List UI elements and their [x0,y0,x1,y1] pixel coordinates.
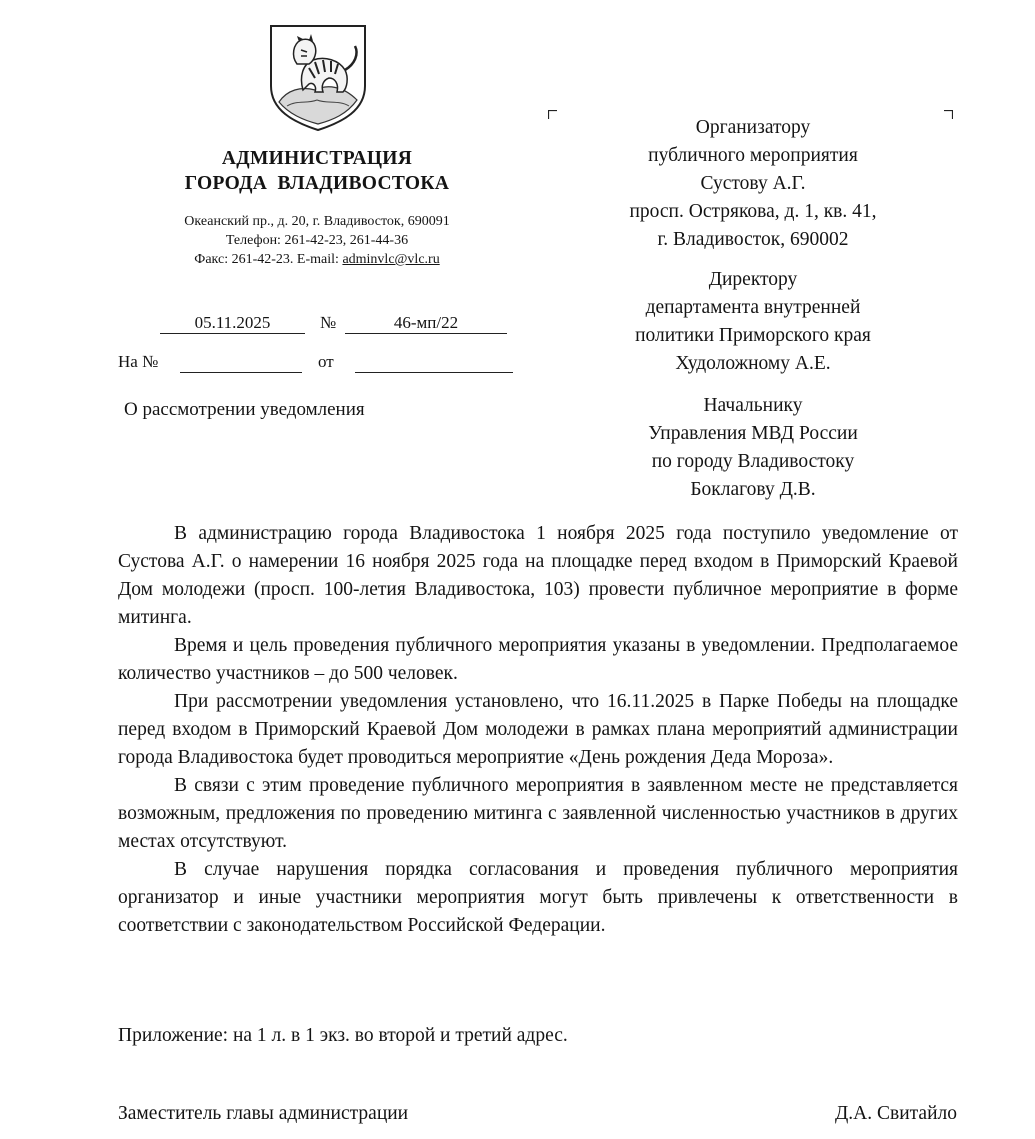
body-paragraph: В случае нарушения порядка согласования и проведения публичного мероприятия организатор и иные участники мероприятия могут быть привлечены к ответственности в соответствии с законодательством Российской Федерации. [118,859,958,936]
addressee-line: Начальнику [703,395,803,416]
ref-from-label: от [318,352,334,371]
addressee-line: публичного мероприятия [648,145,858,166]
org-address: Океанский пр., д. 20, г. Владивосток, 690091 [184,214,450,229]
org-fax: Факс: 261-42-23. E-mail: [194,252,343,267]
addressee-line: по городу Владивостоку [651,451,855,472]
addressee-line: политики Приморского края [635,325,871,346]
body-paragraph: В связи с этим проведение публичного мероприятия в заявленном месте не представляется возможным, предложения по проведению митинга с заявленной численностью участников в других местах отсутствуют. [118,775,958,852]
addressee-line: Боклагову Д.В. [690,479,816,500]
body-paragraph: Время и цель проведения публичного мероприятия указаны в уведомлении. Предполагаемое количество участников – до 500 человек. [118,635,958,684]
letter-body [118,520,958,940]
coat-of-arms-icon [263,20,373,132]
corner-bracket-left [548,110,557,119]
letter-number: 46-мп/22 [345,313,507,334]
addressee-line: департамента внутренней [645,297,861,318]
ref-number-field[interactable] [180,352,302,373]
addressee-line: г. Владивосток, 690002 [657,229,849,250]
org-line-1: АДМИНИСТРАЦИЯ [221,148,413,169]
number-label: № [320,313,337,332]
org-fax-email [120,250,514,269]
body-paragraph: В администрацию города Владивостока 1 ноября 2025 года поступило уведомление от Сустова А.Г. о намерении 16 ноября 2025 года на площадке перед входом в Приморский Краевой Дом молодежи (просп. 100-летия Владивостока, 103) провести публичное мероприятие в форме митинга. [118,523,958,628]
org-phone: Телефон: 261-42-23, 261-44-36 [225,233,409,248]
addressee-line: Директору [708,269,798,290]
addressee-line: Организатору [695,117,811,138]
addressee-line: Сустову А.Г. [700,173,806,194]
addressee-organizer [588,114,918,254]
ref-number-label: На № [118,352,159,371]
addressee-line: Управления МВД России [648,423,858,444]
addressee-police-chief [588,392,918,504]
corner-bracket-right [944,110,953,119]
addressee-director [588,266,918,378]
signatory-position: Заместитель главы администрации [118,1103,409,1124]
letter-subject: О рассмотрении уведомления [124,399,365,420]
contact-block [120,212,514,269]
addressee-line: Худоложному А.Е. [675,353,831,374]
appendix-note: Приложение: на 1 л. в 1 экз. во второй и третий адрес. [118,1025,568,1046]
org-line-2: ГОРОДА ВЛАДИВОСТОКА [184,173,450,194]
addressee-line: просп. Острякова, д. 1, кв. 41, [629,201,877,222]
organization-name [150,146,484,196]
body-paragraph: При рассмотрении уведомления установлено, что 16.11.2025 в Парке Победы на площадке перед входом в Приморский Краевой Дом молодежи в рамках плана мероприятий администрации города Владивостока будет проводиться мероприятие «День рождения Деда Мороза». [118,691,958,768]
letter-date: 05.11.2025 [160,313,305,334]
org-email-link[interactable]: adminvlc@vlc.ru [342,252,440,267]
ref-date-field[interactable] [355,352,513,373]
signatory-name: Д.А. Свитайло [835,1103,957,1124]
